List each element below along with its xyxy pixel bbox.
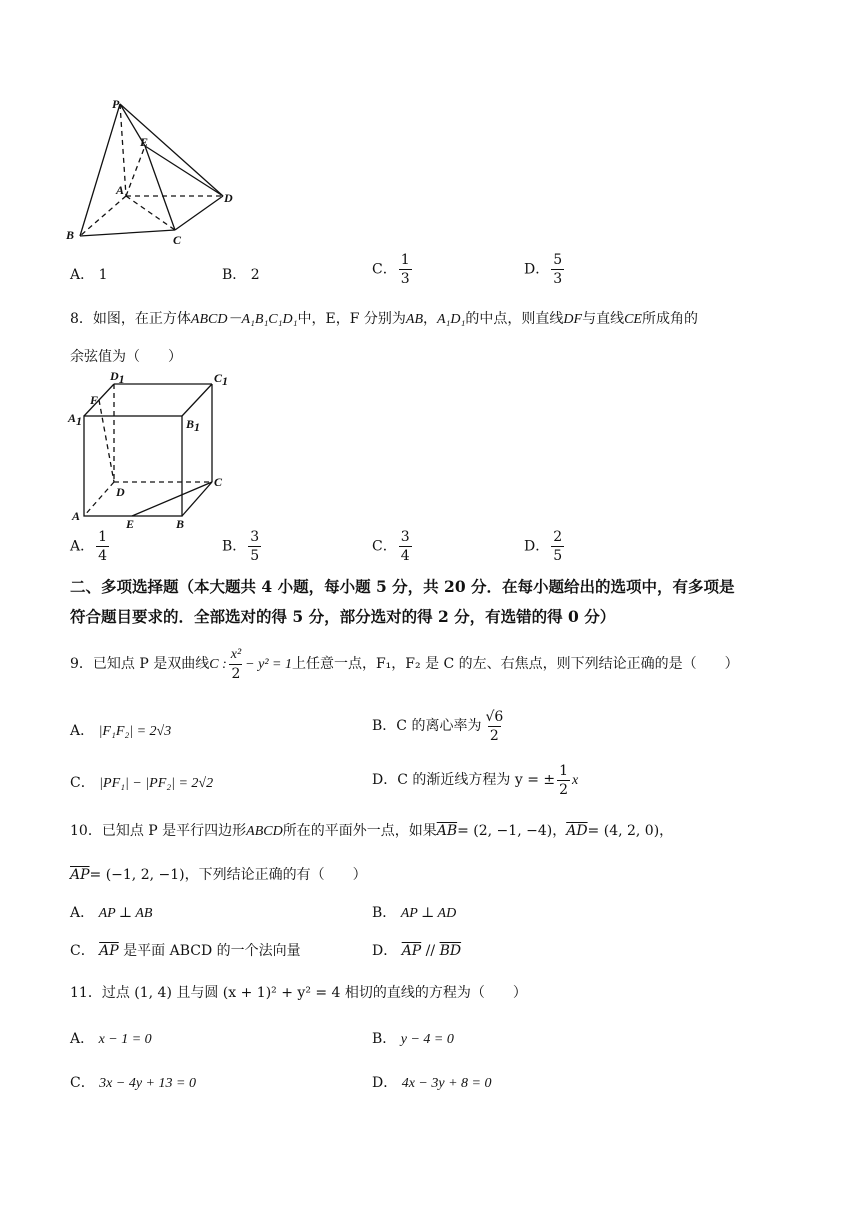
label-B: B (176, 517, 185, 530)
q11-option-c: C． 3x − 4y + 13 = 0 (70, 1075, 196, 1091)
q8-option-a: A． $\frac{1}{4}$ (70, 529, 108, 564)
q11-option-d: D． 4x − 3y + 8 = 0 (372, 1075, 492, 1091)
label-A: A (116, 183, 125, 197)
q7-option-b: B． 2 (222, 267, 260, 283)
q8-option-b: B． $\frac{3}{5}$ (222, 529, 260, 564)
q9-option-c: C． |PF₁| − |PF₂| = 2√2 (70, 775, 214, 791)
q7-option-d: D． $\frac{5}{3}$ (524, 252, 563, 287)
cube-figure (62, 368, 232, 530)
label-D: D (116, 485, 125, 499)
q10-stem-line1: 10．已知点 P 是平行四边形ABCD所在的平面外一点，如果$\overline{AB}= (2$, −1, −4)，$\overline{AD}= (4$, 2, 0)， (70, 823, 674, 839)
label-E: E (140, 135, 149, 149)
section-heading-line2: 符合题目要求的．全部选对的得 5 分，部分选对的得 2 分，有选错的得 0 分） (70, 607, 616, 626)
label-B: B (66, 228, 75, 242)
q8-option-d: D． $\frac{2}{5}$ (524, 529, 563, 564)
q11-option-b: B． y − 4 = 0 (372, 1031, 454, 1047)
q8-stem-line2: 余弦值为（ ） (70, 349, 182, 365)
q9-option-b: B．C 的离心率为 $\frac{√6}{2}$ (372, 708, 504, 744)
label-C1: C1 (214, 371, 229, 388)
label-P: P (112, 97, 120, 111)
q8-stem-line1: 8．如图，在正方体ABCD－A₁B₁C₁D₁中，E，F 分别为AB，A₁D₁的中点，则直线DF与直线CE所成角的 (70, 311, 698, 327)
q10-option-b: B． AP ⊥ AD (372, 905, 457, 921)
label-A: A (72, 509, 81, 523)
label-B1: B1 (186, 417, 201, 434)
label-D: D (224, 191, 233, 205)
label-A1: A1 (68, 411, 83, 428)
q9-option-d: D．C 的渐近线方程为 y = ± $\frac{1}{2}$ x (372, 762, 579, 798)
q10-stem-line2: $\overline{AP}= (-1$, 2, −1)，下列结论正确的有（ ） (70, 867, 367, 883)
q7-option-c: C． $\frac{1}{3}$ (372, 252, 410, 287)
q10-option-c: C． $\overline{AP}$ 是平面 ABCD 的一个法向量 (70, 943, 301, 959)
label-F: F (90, 393, 99, 407)
q7-option-a: A． 1 (70, 267, 108, 283)
label-E: E (126, 517, 135, 530)
label-D1: D1 (110, 369, 125, 386)
section-heading-line1: 二、多项选择题（本大题共 4 小题，每小题 5 分，共 20 分．在每小题给出的选项中，有多项是 (70, 577, 735, 596)
q8-option-c: C． $\frac{3}{4}$ (372, 529, 410, 564)
label-C: C (214, 475, 223, 489)
q10-option-d: D． $\overline{AP} // \overline{BD}$ (372, 943, 462, 959)
q11-stem: 11．过点 (1, 4) 且与圆 (x + 1)² + y² = 4 相切的直线的方程为（ ） (70, 985, 527, 1001)
pyramid-figure (60, 96, 240, 246)
label-C: C (173, 233, 182, 246)
q11-option-a: A． x − 1 = 0 (70, 1031, 152, 1047)
q9-stem: 9．已知点 P 是双曲线C : $\frac{\text{x²}}{2}$ − y² = 1上任意一点，F₁，F₂ 是 C 的左、右焦点，则下列结论正确的是（ ） (70, 646, 739, 682)
q9-option-a: A． |F₁F₂| = 2√3 (70, 723, 172, 739)
q10-option-a: A． AP ⊥ AB (70, 905, 153, 921)
